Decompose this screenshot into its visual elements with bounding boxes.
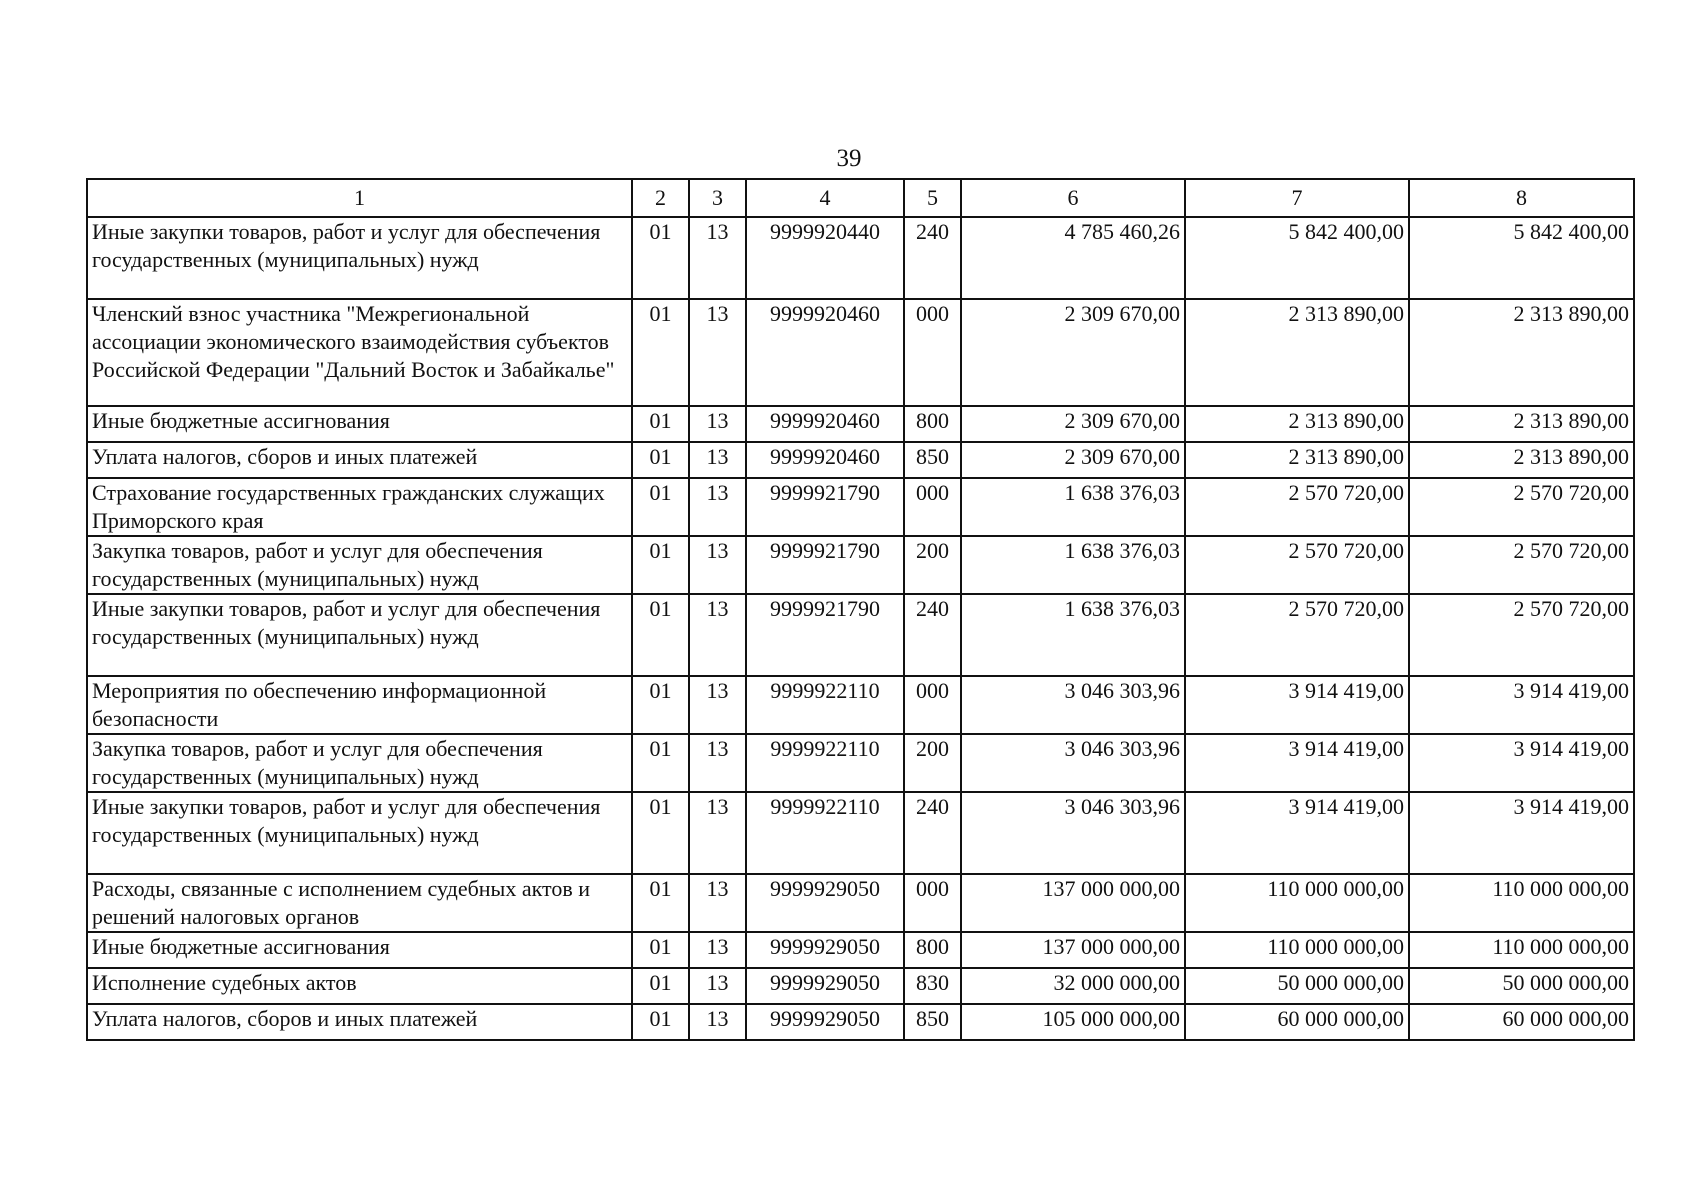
target-article-code: 9999920440 [746, 217, 904, 299]
subsection-code: 13 [689, 442, 746, 478]
table-row [87, 676, 1634, 734]
table-row [87, 406, 1634, 442]
amount-col-7: 3 914 419,00 [1185, 676, 1409, 734]
subsection-code: 13 [689, 536, 746, 594]
expense-name: Иные бюджетные ассигнования [87, 406, 632, 442]
amount-col-8: 3 914 419,00 [1409, 734, 1634, 792]
amount-col-8: 110 000 000,00 [1409, 932, 1634, 968]
table-row [87, 734, 1634, 792]
expense-name: Исполнение судебных актов [87, 968, 632, 1004]
amount-col-8: 2 313 890,00 [1409, 442, 1634, 478]
target-article-code: 9999921790 [746, 594, 904, 676]
expense-name: Иные закупки товаров, работ и услуг для обеспечения государственных (муниципальных) нужд [87, 217, 632, 299]
section-code: 01 [632, 442, 689, 478]
expense-type-code: 240 [904, 594, 961, 676]
target-article-code: 9999929050 [746, 932, 904, 968]
target-article-code: 9999929050 [746, 968, 904, 1004]
column-header: 8 [1409, 179, 1634, 217]
amount-col-8: 110 000 000,00 [1409, 874, 1634, 932]
expense-type-code: 800 [904, 932, 961, 968]
subsection-code: 13 [689, 676, 746, 734]
section-code: 01 [632, 676, 689, 734]
section-code: 01 [632, 968, 689, 1004]
subsection-code: 13 [689, 734, 746, 792]
expense-name: Расходы, связанные с исполнением судебных актов и решений налоговых органов [87, 874, 632, 932]
amount-col-7: 5 842 400,00 [1185, 217, 1409, 299]
target-article-code: 9999920460 [746, 299, 904, 406]
expense-type-code: 000 [904, 874, 961, 932]
expense-type-code: 240 [904, 217, 961, 299]
table-row [87, 1004, 1634, 1040]
target-article-code: 9999922110 [746, 792, 904, 874]
section-code: 01 [632, 792, 689, 874]
table-row [87, 442, 1634, 478]
amount-col-6: 1 638 376,03 [961, 536, 1185, 594]
target-article-code: 9999922110 [746, 676, 904, 734]
expense-type-code: 850 [904, 442, 961, 478]
page-number: 39 [836, 145, 862, 172]
section-code: 01 [632, 478, 689, 536]
section-code: 01 [632, 932, 689, 968]
amount-col-7: 2 570 720,00 [1185, 594, 1409, 676]
expense-type-code: 000 [904, 478, 961, 536]
amount-col-8: 2 570 720,00 [1409, 478, 1634, 536]
section-code: 01 [632, 217, 689, 299]
amount-col-6: 1 638 376,03 [961, 594, 1185, 676]
target-article-code: 9999921790 [746, 536, 904, 594]
amount-col-8: 2 313 890,00 [1409, 299, 1634, 406]
amount-col-8: 50 000 000,00 [1409, 968, 1634, 1004]
table-body [87, 217, 1634, 1040]
amount-col-8: 3 914 419,00 [1409, 792, 1634, 874]
section-code: 01 [632, 734, 689, 792]
expense-name: Уплата налогов, сборов и иных платежей [87, 442, 632, 478]
subsection-code: 13 [689, 968, 746, 1004]
column-header: 2 [632, 179, 689, 217]
amount-col-8: 60 000 000,00 [1409, 1004, 1634, 1040]
section-code: 01 [632, 594, 689, 676]
amount-col-6: 2 309 670,00 [961, 442, 1185, 478]
subsection-code: 13 [689, 1004, 746, 1040]
expense-name: Иные закупки товаров, работ и услуг для обеспечения государственных (муниципальных) нужд [87, 792, 632, 874]
table-row [87, 792, 1634, 874]
amount-col-7: 3 914 419,00 [1185, 792, 1409, 874]
column-header: 5 [904, 179, 961, 217]
amount-col-7: 2 570 720,00 [1185, 536, 1409, 594]
target-article-code: 9999929050 [746, 1004, 904, 1040]
subsection-code: 13 [689, 932, 746, 968]
target-article-code: 9999922110 [746, 734, 904, 792]
table-row [87, 932, 1634, 968]
amount-col-6: 2 309 670,00 [961, 406, 1185, 442]
subsection-code: 13 [689, 478, 746, 536]
expense-type-code: 200 [904, 536, 961, 594]
section-code: 01 [632, 406, 689, 442]
expense-name: Иные бюджетные ассигнования [87, 932, 632, 968]
amount-col-8: 2 570 720,00 [1409, 536, 1634, 594]
amount-col-6: 137 000 000,00 [961, 874, 1185, 932]
expense-type-code: 800 [904, 406, 961, 442]
amount-col-7: 110 000 000,00 [1185, 874, 1409, 932]
expense-name: Иные закупки товаров, работ и услуг для обеспечения государственных (муниципальных) нужд [87, 594, 632, 676]
expense-name: Уплата налогов, сборов и иных платежей [87, 1004, 632, 1040]
amount-col-7: 110 000 000,00 [1185, 932, 1409, 968]
subsection-code: 13 [689, 874, 746, 932]
amount-col-6: 2 309 670,00 [961, 299, 1185, 406]
amount-col-7: 2 313 890,00 [1185, 299, 1409, 406]
table-row [87, 217, 1634, 299]
expense-type-code: 830 [904, 968, 961, 1004]
target-article-code: 9999920460 [746, 406, 904, 442]
table-row [87, 478, 1634, 536]
expense-name: Закупка товаров, работ и услуг для обеспечения государственных (муниципальных) нужд [87, 536, 632, 594]
table-row [87, 536, 1634, 594]
section-code: 01 [632, 299, 689, 406]
expense-type-code: 000 [904, 299, 961, 406]
expense-name: Членский взнос участника "Межрегиональной ассоциации экономического взаимодействия субъектов Российской Федерации "Дальний Восток и Забайкалье" [87, 299, 632, 406]
subsection-code: 13 [689, 299, 746, 406]
target-article-code: 9999929050 [746, 874, 904, 932]
expense-type-code: 000 [904, 676, 961, 734]
amount-col-6: 4 785 460,26 [961, 217, 1185, 299]
amount-col-6: 3 046 303,96 [961, 792, 1185, 874]
table-row [87, 874, 1634, 932]
target-article-code: 9999921790 [746, 478, 904, 536]
target-article-code: 9999920460 [746, 442, 904, 478]
amount-col-7: 2 313 890,00 [1185, 406, 1409, 442]
subsection-code: 13 [689, 792, 746, 874]
amount-col-6: 3 046 303,96 [961, 676, 1185, 734]
amount-col-6: 1 638 376,03 [961, 478, 1185, 536]
amount-col-6: 3 046 303,96 [961, 734, 1185, 792]
table-row [87, 968, 1634, 1004]
amount-col-7: 50 000 000,00 [1185, 968, 1409, 1004]
expense-name: Мероприятия по обеспечению информационной безопасности [87, 676, 632, 734]
amount-col-7: 2 570 720,00 [1185, 478, 1409, 536]
section-code: 01 [632, 874, 689, 932]
amount-col-6: 105 000 000,00 [961, 1004, 1185, 1040]
amount-col-8: 3 914 419,00 [1409, 676, 1634, 734]
column-header: 7 [1185, 179, 1409, 217]
amount-col-6: 32 000 000,00 [961, 968, 1185, 1004]
table-row [87, 299, 1634, 406]
amount-col-8: 2 570 720,00 [1409, 594, 1634, 676]
column-number-row [87, 179, 1634, 217]
table-row [87, 594, 1634, 676]
section-code: 01 [632, 1004, 689, 1040]
subsection-code: 13 [689, 594, 746, 676]
amount-col-8: 2 313 890,00 [1409, 406, 1634, 442]
amount-col-7: 3 914 419,00 [1185, 734, 1409, 792]
column-header: 1 [87, 179, 632, 217]
amount-col-8: 5 842 400,00 [1409, 217, 1634, 299]
subsection-code: 13 [689, 406, 746, 442]
column-header: 4 [746, 179, 904, 217]
expense-type-code: 850 [904, 1004, 961, 1040]
column-header: 3 [689, 179, 746, 217]
amount-col-6: 137 000 000,00 [961, 932, 1185, 968]
expense-name: Закупка товаров, работ и услуг для обеспечения государственных (муниципальных) нужд [87, 734, 632, 792]
column-header: 6 [961, 179, 1185, 217]
section-code: 01 [632, 536, 689, 594]
expense-name: Страхование государственных гражданских служащих Приморского края [87, 478, 632, 536]
subsection-code: 13 [689, 217, 746, 299]
expense-type-code: 240 [904, 792, 961, 874]
budget-table [86, 178, 1635, 1041]
expense-type-code: 200 [904, 734, 961, 792]
amount-col-7: 60 000 000,00 [1185, 1004, 1409, 1040]
amount-col-7: 2 313 890,00 [1185, 442, 1409, 478]
